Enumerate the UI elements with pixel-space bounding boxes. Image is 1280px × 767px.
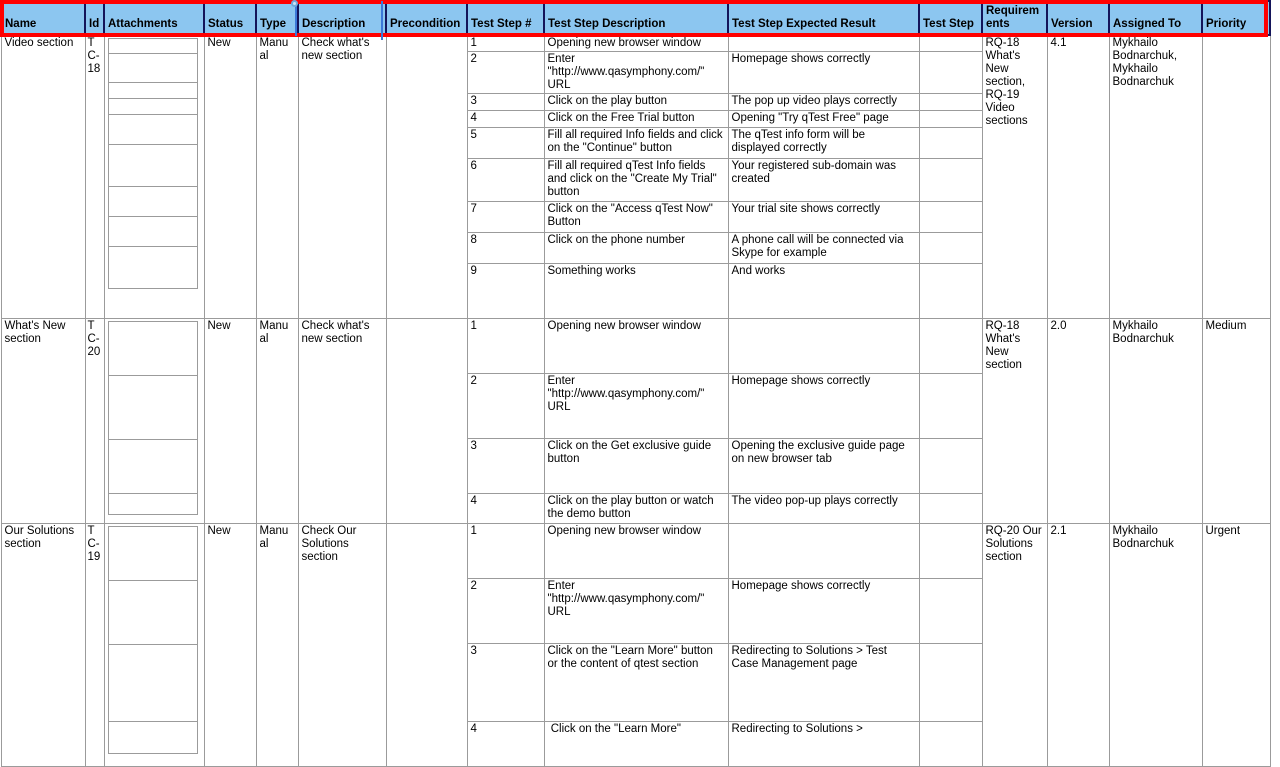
cell-status[interactable]: New bbox=[204, 35, 256, 319]
cell-step-number[interactable]: 6 bbox=[467, 159, 544, 202]
attachment-placeholder[interactable] bbox=[108, 439, 198, 494]
column-header-status[interactable]: Status bbox=[204, 1, 256, 35]
cell-type[interactable]: Manual bbox=[256, 319, 298, 524]
cell-id[interactable]: TC-20 bbox=[85, 319, 104, 524]
cell-step-attachment[interactable] bbox=[919, 35, 982, 52]
cell-step-number[interactable]: 2 bbox=[467, 374, 544, 439]
cell-assigned-to[interactable]: Mykhailo Bodnarchuk bbox=[1109, 319, 1202, 524]
cell-step-attachment[interactable] bbox=[919, 94, 982, 111]
column-header-test-step[interactable]: Test Step # bbox=[467, 1, 544, 35]
cell-attachments[interactable] bbox=[104, 524, 204, 767]
cell-step-description[interactable]: Opening new browser window bbox=[544, 524, 728, 579]
cell-step-description[interactable]: Click on the play button bbox=[544, 94, 728, 111]
cell-priority[interactable]: Medium bbox=[1202, 319, 1270, 524]
attachment-placeholder[interactable] bbox=[108, 526, 198, 581]
test-step-row bbox=[1, 319, 1270, 374]
cell-step-number[interactable]: 4 bbox=[467, 722, 544, 767]
cell-version[interactable]: 2.0 bbox=[1047, 319, 1109, 524]
attachment-placeholder[interactable] bbox=[108, 375, 198, 440]
attachment-placeholder[interactable] bbox=[108, 246, 198, 289]
cell-step-attachment[interactable] bbox=[919, 722, 982, 767]
cell-description[interactable]: Check Our Solutions section bbox=[298, 524, 386, 767]
cell-step-expected-result[interactable]: Your registered sub-domain was created bbox=[728, 159, 919, 202]
cell-step-number[interactable]: 1 bbox=[467, 524, 544, 579]
column-header-test-step-expected-result[interactable]: Test Step Expected Result bbox=[728, 1, 919, 35]
cell-step-description[interactable]: Click on the Free Trial button bbox=[544, 111, 728, 128]
cell-step-description[interactable]: Click on the "Access qTest Now" Button bbox=[544, 202, 728, 233]
cell-step-description[interactable]: Enter "http://www.qasymphony.com/" URL bbox=[544, 374, 728, 439]
column-header-attachments[interactable]: Attachments bbox=[104, 1, 204, 35]
cell-step-attachment[interactable] bbox=[919, 52, 982, 94]
cell-step-attachment[interactable] bbox=[919, 159, 982, 202]
attachment-placeholder[interactable] bbox=[108, 144, 198, 187]
cell-step-attachment[interactable] bbox=[919, 644, 982, 722]
cell-step-number[interactable]: 3 bbox=[467, 94, 544, 111]
column-header-assigned-to[interactable]: Assigned To bbox=[1109, 1, 1202, 35]
attachment-placeholder[interactable] bbox=[108, 721, 198, 754]
cell-step-expected-result[interactable]: Homepage shows correctly bbox=[728, 579, 919, 644]
cell-step-attachment[interactable] bbox=[919, 111, 982, 128]
cell-step-expected-result[interactable]: Opening "Try qTest Free" page bbox=[728, 111, 919, 128]
attachment-placeholder[interactable] bbox=[108, 493, 198, 515]
cell-attachments[interactable] bbox=[104, 35, 204, 319]
cell-version[interactable]: 4.1 bbox=[1047, 35, 1109, 319]
cell-priority[interactable] bbox=[1202, 35, 1270, 319]
column-header-id[interactable]: Id bbox=[85, 1, 104, 35]
cell-step-expected-result[interactable]: Homepage shows correctly bbox=[728, 374, 919, 439]
attachment-placeholder[interactable] bbox=[108, 644, 198, 722]
cell-step-number[interactable]: 7 bbox=[467, 202, 544, 233]
cell-name[interactable]: What's New section bbox=[1, 319, 85, 524]
cell-step-description[interactable]: Opening new browser window bbox=[544, 319, 728, 374]
cell-step-description[interactable]: Something works bbox=[544, 264, 728, 319]
cell-precondition[interactable] bbox=[386, 524, 467, 767]
cell-step-number[interactable]: 1 bbox=[467, 35, 544, 52]
cell-step-number[interactable]: 2 bbox=[467, 579, 544, 644]
cell-type[interactable]: Manual bbox=[256, 35, 298, 319]
cell-step-description[interactable]: Click on the play button or watch the demo button bbox=[544, 494, 728, 524]
cell-step-description[interactable]: Click on the Get exclusive guide button bbox=[544, 439, 728, 494]
cell-version[interactable]: 2.1 bbox=[1047, 524, 1109, 767]
attachment-placeholder[interactable] bbox=[108, 38, 198, 54]
cell-requirements[interactable]: RQ-18 What's New section, RQ-19 Video sections bbox=[982, 35, 1047, 319]
cell-description[interactable]: Check what's new section bbox=[298, 319, 386, 524]
column-header-version[interactable]: Version bbox=[1047, 1, 1109, 35]
cell-step-description[interactable]: Fill all required qTest Info fields and click on the "Create My Trial" button bbox=[544, 159, 728, 202]
cell-step-attachment[interactable] bbox=[919, 439, 982, 494]
cell-id[interactable]: TC-18 bbox=[85, 35, 104, 319]
attachment-placeholder[interactable] bbox=[108, 98, 198, 115]
cell-step-expected-result[interactable] bbox=[728, 35, 919, 52]
cell-step-expected-result[interactable]: The qTest info form will be displayed correctly bbox=[728, 128, 919, 159]
cell-step-expected-result[interactable]: And works bbox=[728, 264, 919, 319]
column-header-requirements[interactable]: Requirements bbox=[982, 1, 1047, 35]
cell-type[interactable]: Manual bbox=[256, 524, 298, 767]
column-header-test-step-description[interactable]: Test Step Description bbox=[544, 1, 728, 35]
table-header-row bbox=[1, 1, 1270, 35]
cell-step-description[interactable]: Fill all required Info fields and click on the "Continue" button bbox=[544, 128, 728, 159]
cell-status[interactable]: New bbox=[204, 524, 256, 767]
cell-assigned-to[interactable]: Mykhailo Bodnarchuk, Mykhailo Bodnarchuk bbox=[1109, 35, 1202, 319]
attachment-placeholder[interactable] bbox=[108, 321, 198, 376]
cell-step-attachment[interactable] bbox=[919, 374, 982, 439]
cell-step-expected-result[interactable]: Redirecting to Solutions > bbox=[728, 722, 919, 767]
attachment-placeholder[interactable] bbox=[108, 216, 198, 247]
column-header-type[interactable]: Type bbox=[256, 1, 298, 35]
cell-step-attachment[interactable] bbox=[919, 128, 982, 159]
cell-step-expected-result[interactable]: Your trial site shows correctly bbox=[728, 202, 919, 233]
cell-step-description[interactable]: Enter "http://www.qasymphony.com/" URL bbox=[544, 579, 728, 644]
cell-step-attachment[interactable] bbox=[919, 494, 982, 524]
cell-step-attachment[interactable] bbox=[919, 319, 982, 374]
cell-step-number[interactable]: 9 bbox=[467, 264, 544, 319]
cell-step-number[interactable]: 1 bbox=[467, 319, 544, 374]
test-step-row bbox=[1, 524, 1270, 579]
test-step-row bbox=[1, 35, 1270, 52]
cell-step-attachment[interactable] bbox=[919, 524, 982, 579]
cell-assigned-to[interactable]: Mykhailo Bodnarchuk bbox=[1109, 524, 1202, 767]
cell-step-number[interactable]: 3 bbox=[467, 439, 544, 494]
cell-description[interactable]: Check what's new section bbox=[298, 35, 386, 319]
cell-step-attachment[interactable] bbox=[919, 579, 982, 644]
attachment-placeholder[interactable] bbox=[108, 82, 198, 99]
cell-step-expected-result[interactable]: Redirecting to Solutions > Test Case Management page bbox=[728, 644, 919, 722]
cell-step-number[interactable]: 5 bbox=[467, 128, 544, 159]
cell-priority[interactable]: Urgent bbox=[1202, 524, 1270, 767]
annotation-resize-handle[interactable] bbox=[291, 0, 298, 7]
cell-step-expected-result[interactable]: The pop up video plays correctly bbox=[728, 94, 919, 111]
cell-step-attachment[interactable] bbox=[919, 264, 982, 319]
cell-step-expected-result[interactable] bbox=[728, 319, 919, 374]
cell-step-number[interactable]: 4 bbox=[467, 494, 544, 524]
cell-status[interactable]: New bbox=[204, 319, 256, 524]
cell-step-expected-result[interactable]: A phone call will be connected via Skype for example bbox=[728, 233, 919, 264]
cell-name[interactable]: Video section bbox=[1, 35, 85, 319]
cell-step-expected-result[interactable] bbox=[728, 524, 919, 579]
column-header-priority[interactable]: Priority bbox=[1202, 1, 1270, 35]
cell-step-attachment[interactable] bbox=[919, 233, 982, 264]
cell-step-description[interactable]: Click on the phone number bbox=[544, 233, 728, 264]
cell-step-expected-result[interactable]: The video pop-up plays correctly bbox=[728, 494, 919, 524]
cell-step-number[interactable]: 3 bbox=[467, 644, 544, 722]
cell-requirements[interactable]: RQ-18 What's New section bbox=[982, 319, 1047, 524]
column-header-name[interactable]: Name bbox=[1, 1, 85, 35]
cell-step-expected-result[interactable]: Homepage shows correctly bbox=[728, 52, 919, 94]
cell-step-expected-result[interactable]: Opening the exclusive guide page on new browser tab bbox=[728, 439, 919, 494]
cell-step-description[interactable]: Click on the "Learn More" button or the content of qtest section bbox=[544, 644, 728, 722]
cell-step-description[interactable]: Click on the "Learn More" bbox=[544, 722, 728, 767]
column-header-precondition[interactable]: Precondition bbox=[386, 1, 467, 35]
cell-name[interactable]: Our Solutions section bbox=[1, 524, 85, 767]
column-header-description[interactable]: Description bbox=[298, 1, 386, 35]
attachment-placeholder[interactable] bbox=[108, 53, 198, 83]
column-header-test-step[interactable]: Test Step bbox=[919, 1, 982, 35]
cell-step-number[interactable]: 8 bbox=[467, 233, 544, 264]
attachment-placeholder[interactable] bbox=[108, 580, 198, 645]
cell-step-description[interactable]: Enter "http://www.qasymphony.com/" URL bbox=[544, 52, 728, 94]
cell-id[interactable]: TC-19 bbox=[85, 524, 104, 767]
cell-precondition[interactable] bbox=[386, 319, 467, 524]
attachment-placeholder[interactable] bbox=[108, 114, 198, 145]
cell-step-description[interactable]: Opening new browser window bbox=[544, 35, 728, 52]
cell-step-attachment[interactable] bbox=[919, 202, 982, 233]
cell-step-number[interactable]: 4 bbox=[467, 111, 544, 128]
cell-attachments[interactable] bbox=[104, 319, 204, 524]
cell-step-number[interactable]: 2 bbox=[467, 52, 544, 94]
cell-precondition[interactable] bbox=[386, 35, 467, 319]
attachment-placeholder[interactable] bbox=[108, 186, 198, 217]
cell-requirements[interactable]: RQ-20 Our Solutions section bbox=[982, 524, 1047, 767]
